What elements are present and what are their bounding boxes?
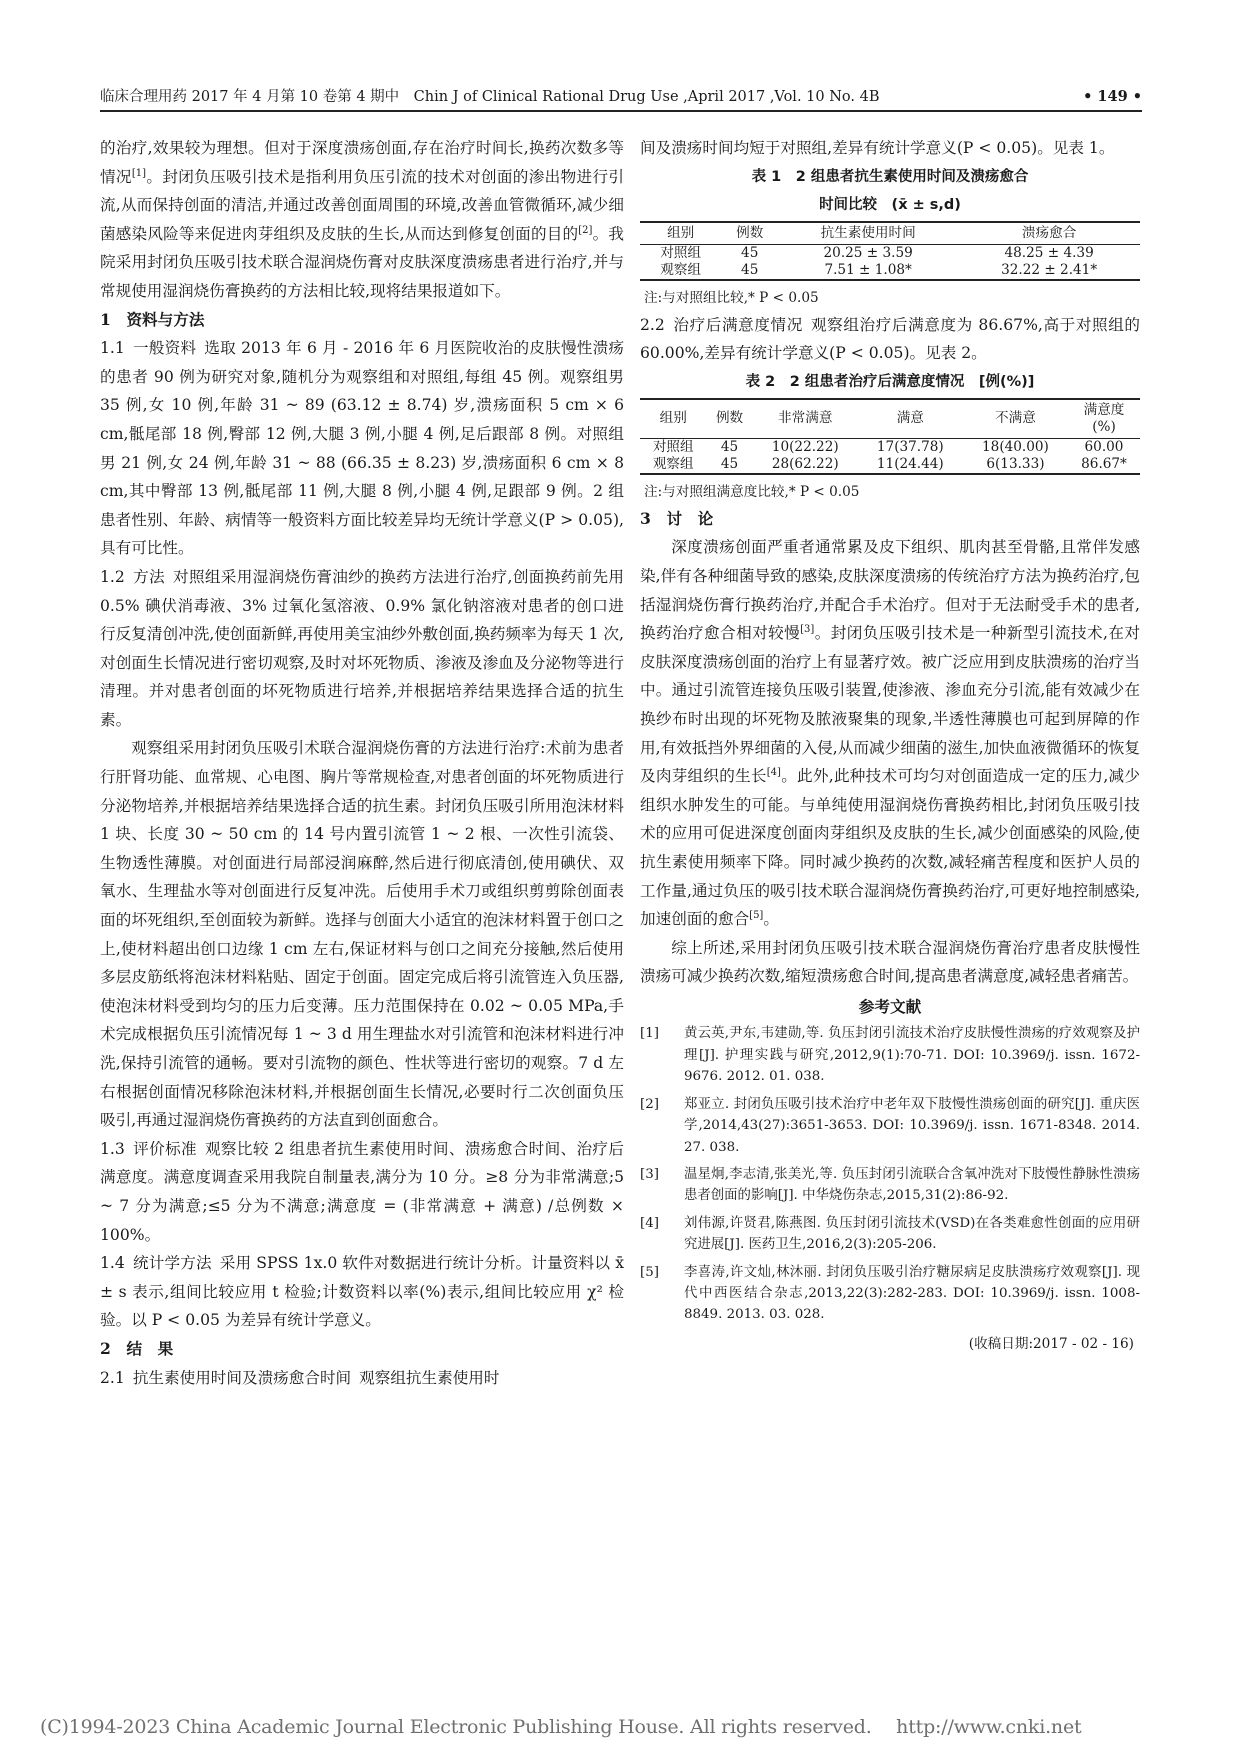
table-header-cell: 不满意 (963, 399, 1068, 439)
table-row (640, 262, 1140, 280)
reference-item (640, 1262, 1140, 1326)
table-cell: 60.00 (1084, 438, 1124, 455)
table-cell: 11(24.44) (858, 456, 963, 474)
journal-info: 临床合理用药 2017 年 4 月第 10 卷第 4 期中 Chin J of Clinical Rational Drug Use ,April 2017 ,Vol. 10 No. 4B (100, 89, 880, 105)
references-title: 参考文献 (858, 996, 922, 1016)
section-text: 选取 2013 年 6 月 - 2016 年 6 月医院收治的皮肤慢性溃疡的患者 90 例为研究对象,随机分为观察组和对照组,每组 45 例。观察组男 35 例,女 10 例,年龄 31 ~ 89 (63.12 ± 8.74) 岁,溃疡面积 5 cm × 6 cm,骶尾部 18 例,臀部 12 例,大腿 3 例,小腿 4 例,足后跟部 8 例。对照组男 21 例,女 24 例,年龄 31 ~ 88 (66.35 ± 8.23) 岁,溃疡面积 6 cm × 8 cm,其中臀部 13 例,骶尾部 11 例,大腿 8 例,小腿 4 例,足跟部 9 例。2 组患者性别、年龄、病情等一般资料方面比较差异均无统计学意义(P > 0.05),具有可比性。 (100, 339, 624, 558)
table-2-caption: 表 2 2 组患者治疗后满意度情况 [例(%)] (745, 373, 1035, 390)
discussion-paragraph-1 (640, 533, 1140, 933)
reference-number: [4] (640, 1215, 659, 1231)
section-2-1 (100, 1364, 624, 1393)
table-cell: 6(13.33) (963, 456, 1068, 474)
reference-number: [3] (640, 1166, 659, 1182)
reference-number: [5] (640, 1264, 659, 1280)
discussion-text-3: 。此外,此种技术可均匀对创面造成一定的压力,减少组织水肿发生的可能。与单纯使用湿润烧伤膏换药相比,封闭负压吸引技术的应用可促进深度创面肉芽组织及皮肤的生长,减少创面感染的风险,使抗生素使用频率下降。同时减少换药的次数,减轻痛苦程度和医护人员的工作量,通过负压的吸引技术联合湿润烧伤膏换药治疗,可更好地控制感染,加速创面的愈合 (640, 767, 1140, 929)
reference-item (640, 1213, 1140, 1256)
table-header-cell: 抗生素使用时间 (778, 222, 958, 245)
table-cell: 20.25 ± 3.59 (823, 244, 913, 261)
table-cell: 观察组 (640, 456, 706, 474)
table-header-cell: 满意 (858, 399, 963, 439)
reference-text: 郑亚立. 封闭负压吸引技术治疗中老年双下肢慢性溃疡创面的研究[J]. 重庆医学,2014,43(27):3651-3653. DOI: 10.3969/j. issn. 1671-8348. 2014. 27. 038. (684, 1096, 1140, 1155)
section-heading: 方法 (132, 567, 166, 586)
section-heading: 评价标准 (132, 1139, 197, 1158)
table-1-caption-line-1: 表 1 2 组患者抗生素使用时间及溃疡愈合 (751, 168, 1029, 185)
copyright-footer: (C)1994-2023 China Academic Journal Electronic Publishing House. All rights reserved. http://www.cnki.net (40, 1716, 1082, 1738)
table-cell: 对照组 (660, 244, 702, 261)
table-cell: 7.51 ± 1.08* (778, 262, 958, 280)
citation-4: [4] (766, 766, 781, 778)
section-text: 观察比较 2 组患者抗生素使用时间、溃疡愈合时间、治疗后满意度。满意度调查采用我院自制量表,满分为 10 分。≥8 分为非常满意;5 ~ 7 分为满意;≤5 分为不满意;满意度 = (非常满意 + 满意) /总例数 × 100%。 (100, 1139, 624, 1244)
section-heading: 统计学方法 (132, 1254, 212, 1273)
section-1-2-paragraph-2: 观察组采用封闭负压吸引术联合湿润烧伤膏的方法进行治疗:术前为患者行肝肾功能、血常规、心电图、胸片等常规检查,对患者创面的坏死物质进行分泌物培养,并根据培养结果选择合适的抗生素。封闭负压吸引所用泡沫材料 1 块、长度 30 ~ 50 cm 的 14 号内置引流管 1 ~ 2 根、一次性引流袋、生物透性薄膜。对创面进行局部浸润麻醉,然后进行彻底清创,使用碘伏、双氧水、生理盐水等对创面进行反复冲洗。后使用手术刀或组织剪剪除创面表面的坏死组织,至创面较为新鲜。选择与创面大小适宜的泡沫材料置于创口之上,使材料超出创口边缘 1 cm 左右,保证材料与创口之间充分接触,然后使用多层皮筋纸将泡沫材料粘贴、固定于创面。固定完成后将引流管连入负压器,使泡沫材料受到均匀的压力后变薄。压力范围保持在 0.02 ~ 0.05 MPa,手术完成根据负压引流情况每 1 ~ 3 d 用生理盐水对引流管和泡沫材料进行冲洗,保持引流管的通畅。要对引流物的颜色、性状等进行密切的观察。7 d 左右根据创面情况移除泡沫材料,并根据创面生长情况,必要时行二次创面负压吸引,再通过湿润烧伤膏换药的方法直到创面愈合。 (100, 739, 624, 1130)
section-1-2 (100, 563, 624, 735)
citation-2: [2] (578, 224, 593, 236)
section-number: 1.2 (100, 567, 125, 586)
table-2-note: 注:与对照组满意度比较,* P < 0.05 (644, 483, 860, 500)
section-text: 对照组采用湿润烧伤膏油纱的换药方法进行治疗,创面换药前先用 0.5% 碘伏消毒液、3% 过氧化氢溶液、0.9% 氯化钠溶液对患者的创口进行反复清创冲洗,使创面新鲜,再使用美宝油纱外敷创面,换药频率为每天 1 次,对创面生长情况进行密切观察,及时对坏死物质、渗液及渗血及分泌物等进行清理。并对患者创面的坏死物质进行培养,并根据培养结果选择合适的抗生素。 (100, 567, 624, 729)
reference-number: [2] (640, 1096, 659, 1112)
section-heading: 治疗后满意度情况 (672, 315, 803, 334)
table-row (640, 456, 1140, 474)
section-text: 观察组治疗后满意度为 86.67%,高于对照组的 60.00%,差异有统计学意义(P < 0.05)。见表 2。 (640, 315, 1140, 363)
table-cell: 45 (720, 438, 739, 455)
section-text: 采用 SPSS 1x.0 软件对数据进行统计分析。计量资料以 x̄ ± s 表示,组间比较应用 t 检验;计数资料以率(%)表示,组间比较应用 χ² 检验。以 P < 0.05 为差异有统计学意义。 (100, 1254, 624, 1330)
section-number: 1.4 (100, 1254, 125, 1273)
table-header-cell: 例数 (706, 399, 752, 439)
table-header-cell: 非常满意 (753, 399, 858, 439)
table-row (640, 438, 1140, 456)
section-number: 2.2 (640, 315, 665, 334)
table-cell: 32.22 ± 2.41* (958, 262, 1140, 280)
section-number: 1.1 (100, 339, 125, 358)
reference-item (640, 1094, 1140, 1158)
section-heading: 一般资料 (132, 339, 197, 358)
table-cell: 对照组 (652, 438, 694, 455)
section-3-title: 3 讨 论 (640, 508, 714, 528)
table-cell: 观察组 (640, 262, 721, 280)
section-1-1 (100, 334, 624, 563)
citation-3: [3] (800, 623, 815, 635)
right-column (640, 134, 1140, 1356)
table-2 (640, 398, 1140, 475)
received-date: (收稿日期:2017 - 02 - 16) (968, 1335, 1134, 1352)
section-number: 2.1 (100, 1368, 125, 1387)
citation-5: [5] (749, 909, 764, 921)
table-1-caption-line-2: 时间比较 (x̄ ± s,d) (819, 196, 961, 213)
reference-text: 温星炯,李志清,张美光,等. 负压封闭引流联合含氧冲洗对下肢慢性静脉性溃疡患者创面的影响[J]. 中华烧伤杂志,2015,31(2):86-92. (684, 1166, 1140, 1204)
reference-text: 李喜涛,许文灿,林沐丽. 封闭负压吸引治疗糖尿病足皮肤溃疡疗效观察[J]. 现代中西医结合杂志,2013,22(3):282-283. DOI: 10.3969/j. issn. 1008-8849. 2013. 03. 028. (684, 1264, 1140, 1323)
citation-1: [1] (131, 167, 147, 179)
section-2-1-continued: 间及溃疡时间均短于对照组,差异有统计学意义(P < 0.05)。见表 1。 (640, 139, 1115, 157)
reference-item (640, 1023, 1140, 1087)
table-1-note: 注:与对照组比较,* P < 0.05 (644, 289, 819, 306)
section-2-2 (640, 311, 1140, 368)
table-1 (640, 221, 1140, 281)
section-heading: 抗生素使用时间及溃疡愈合时间 (132, 1368, 352, 1387)
reference-text: 黄云英,尹东,韦建勋,等. 负压封闭引流技术治疗皮肤慢性溃疡的疗效观察及护理[J]. 护理实践与研究,2012,9(1):70-71. DOI: 10.3969/j. issn. 1672-9676. 2012. 01. 038. (684, 1026, 1140, 1085)
table-header-cell: 满意度 (%) (1068, 399, 1140, 439)
intro-paragraph (100, 134, 624, 306)
running-header (100, 84, 1142, 112)
table-cell: 18(40.00) (982, 438, 1049, 455)
reference-number: [1] (640, 1026, 659, 1042)
table-cell: 17(37.78) (876, 438, 944, 455)
left-column (100, 134, 624, 1392)
intro-text-2: 。封闭负压吸引技术是指利用负压引流的技术对创面的渗出物进行引流,从而保持创面的清洁,并通过改善创面周围的环境,改善血管微循环,减少细菌感染风险等来促进肉芽组织及皮肤的生长,从而达到修复创面的目的 (100, 167, 624, 243)
table-cell: 48.25 ± 4.39 (1004, 244, 1094, 261)
table-cell: 28(62.22) (753, 456, 858, 474)
table-cell: 10(22.22) (771, 438, 839, 455)
section-2-title: 2 结 果 (100, 1338, 174, 1358)
conclusion-paragraph: 综上所述,采用封闭负压吸引技术联合湿润烧伤膏治疗患者皮肤慢性溃疡可减少换药次数,缩短溃疡愈合时间,提高患者满意度,减轻患者痛苦。 (640, 938, 1140, 986)
section-number: 1.3 (100, 1139, 125, 1158)
table-cell: 86.67* (1068, 456, 1140, 474)
table-row (640, 244, 1140, 262)
section-text: 观察组抗生素使用时 (359, 1368, 500, 1387)
discussion-text-1: 深度溃疡创面严重者通常累及皮下组织、肌肉甚至骨骼,且常伴发感染,伴有各种细菌导致的感染,皮肤深度溃疡的传统治疗方法为换药治疗,包括湿润烧伤膏行换药治疗,并配合手术治疗。但对于无法耐受手术的患者,换药治疗愈合相对较慢 (640, 538, 1140, 643)
references-list (640, 1023, 1140, 1325)
page-number: • 149 • (1083, 88, 1142, 105)
section-1-3 (100, 1135, 624, 1249)
discussion-text-4: 。 (763, 910, 779, 929)
discussion-text-2: 。封闭负压吸引技术是一种新型引流技术,在对皮肤深度溃疡创面的治疗上有显著疗效。被广泛应用到皮肤溃疡的治疗当中。通过引流管连接负压吸引装置,使渗液、渗血充分引流,能有效减少在换纱布时出现的坏死物及脓液聚集的现象,半透性薄膜也可起到屏障的作用,有效抵挡外界细菌的入侵,从而减少细菌的滋生,加快血液微循环的恢复及肉芽组织的生长 (640, 624, 1140, 786)
reference-item (640, 1164, 1140, 1207)
table-header-cell: 例数 (721, 222, 778, 245)
table-header-cell: 组别 (640, 222, 721, 245)
intro-text-1: 的治疗,效果较为理想。但对于深度溃疡创面,存在治疗时间长,换药次数多等情况 (100, 139, 624, 186)
table-header-cell: 组别 (640, 399, 706, 439)
table-cell: 45 (721, 262, 778, 280)
table-cell: 45 (741, 244, 759, 261)
reference-text: 刘伟源,许贤君,陈燕图. 负压封闭引流技术(VSD)在各类难愈性创面的应用研究进展[J]. 医药卫生,2016,2(3):205-206. (684, 1215, 1140, 1253)
section-1-title: 1 资料与方法 (100, 309, 205, 329)
section-1-4 (100, 1249, 624, 1335)
table-header-cell: 溃疡愈合 (958, 222, 1140, 245)
intro-text-3: 。我院采用封闭负压吸引技术联合湿润烧伤膏对皮肤深度溃疡患者进行治疗,并与常规使用湿润烧伤膏换药的方法相比较,现将结果报道如下。 (100, 224, 624, 300)
table-cell: 45 (706, 456, 752, 474)
